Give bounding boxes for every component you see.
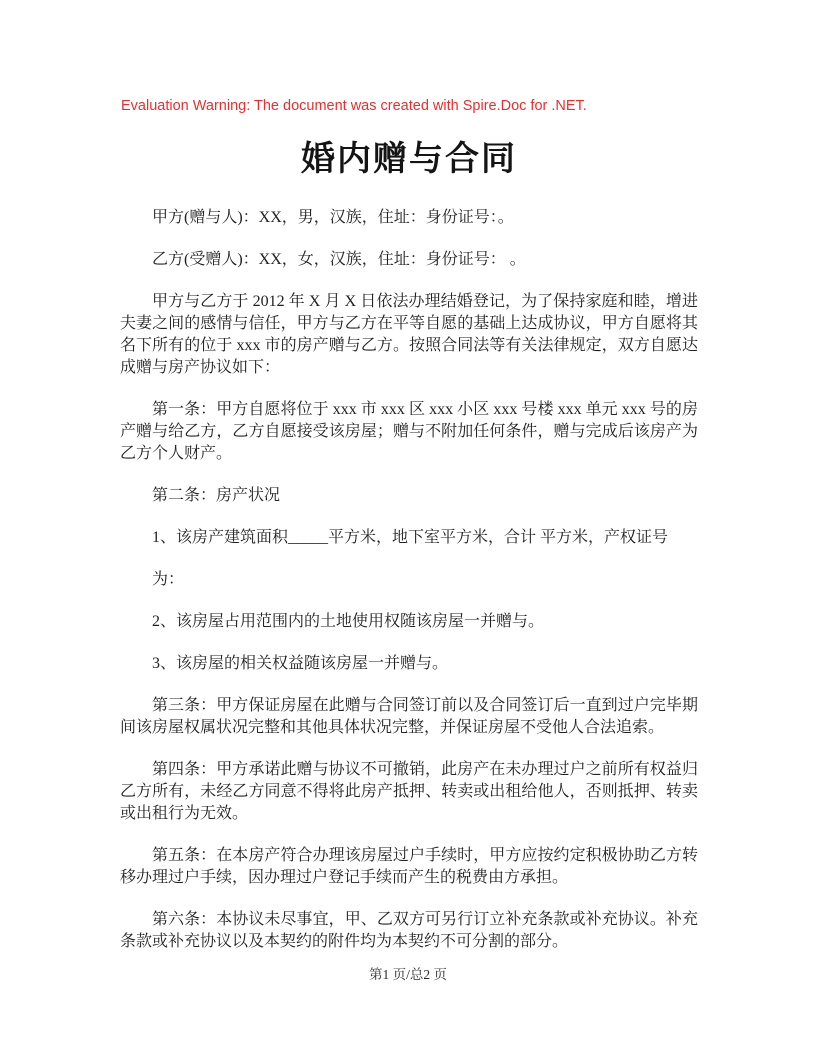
document-content (120, 96, 698, 953)
paragraph-article-2-item-1-cont: 为： (152, 571, 185, 588)
paragraph-article-3: 第三条：甲方保证房屋在此赠与合同签订前以及合同签订后一直到过户完毕期间该房屋权属状况完整和其他具体状况完整，并保证房屋不受他人合法追索。 (120, 697, 698, 736)
evaluation-warning-text: Evaluation Warning: The document was created with Spire.Doc for .NET. (121, 98, 587, 114)
paragraph-party-a: 甲方(赠与人)：XX，男，汉族，住址：身份证号：。 (152, 209, 514, 226)
paragraph-preamble: 甲方与乙方于 2012 年 X 月 X 日依法办理结婚登记，为了保持家庭和睦，增进夫妻之间的感情与信任，甲方与乙方在平等自愿的基础上达成协议，甲方自愿将其名下所有的位于 xxx 市的房产赠与乙方。按照合同法等有关法律规定，双方自愿达成赠与房产协议如下： (120, 293, 698, 376)
paragraph-article-1: 第一条：甲方自愿将位于 xxx 市 xxx 区 xxx 小区 xxx 号楼 xxx 单元 xxx 号的房产赠与给乙方，乙方自愿接受该房屋；赠与不附加任何条件，赠与完成后该房产为乙方个人财产。 (120, 401, 698, 462)
paragraph-article-2-item-3: 3、该房屋的相关权益随该房屋一并赠与。 (152, 655, 449, 672)
paragraph-article-5: 第五条：在本房产符合办理该房屋过户手续时，甲方应按约定积极协助乙方转移办理过户手续，因办理过户登记手续而产生的税费由方承担。 (120, 847, 698, 886)
paragraph-article-2: 第二条：房产状况 (152, 487, 281, 504)
page-number-footer: 第1 页/总2 页 (368, 967, 447, 982)
paragraph-article-6: 第六条：本协议未尽事宜，甲、乙双方可另行订立补充条款或补充协议。补充条款或补充协议以及本契约的附件均为本契约不可分割的部分。 (120, 911, 698, 950)
paragraph-article-2-item-2: 2、该房屋占用范围内的土地使用权随该房屋一并赠与。 (152, 613, 545, 630)
paragraph-party-b: 乙方(受赠人)：XX，女，汉族，住址：身份证号： 。 (152, 251, 526, 268)
document-title: 婚内赠与合同 (301, 141, 517, 178)
paragraph-article-2-item-1: 1、该房产建筑面积_____平方米，地下室平方米，合计 平方米，产权证号 (152, 529, 669, 546)
paragraph-article-4: 第四条：甲方承诺此赠与协议不可撤销，此房产在未办理过户之前所有权益归乙方所有，未经乙方同意不得将此房产抵押、转卖或出租给他人，否则抵押、转卖或出租行为无效。 (120, 761, 698, 822)
